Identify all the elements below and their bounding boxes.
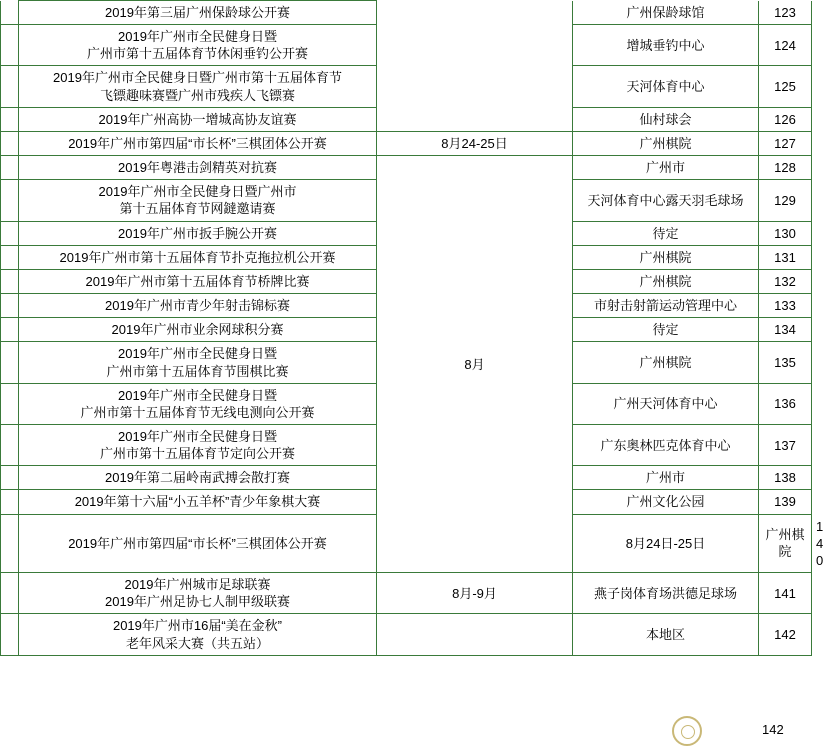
event-place: 本地区	[573, 614, 759, 655]
event-date: 8月	[377, 156, 573, 573]
event-number: 141	[759, 573, 812, 614]
row-gutter	[1, 131, 19, 155]
row-gutter	[1, 342, 19, 383]
event-place: 广州市	[573, 156, 759, 180]
event-number: 125	[759, 66, 812, 107]
table-row	[1, 573, 812, 614]
row-gutter	[1, 66, 19, 107]
row-gutter	[1, 614, 19, 655]
red-seal-stamp	[672, 716, 702, 746]
event-number: 126	[759, 107, 812, 131]
event-name: 2019年广州高协一增城高协友谊赛	[19, 107, 377, 131]
table-row: 2019年广州市第四届“市长杯”三棋团体公开赛 8月24日-25日 广州棋院 140	[1, 514, 812, 572]
event-number: 123	[759, 1, 812, 25]
row-gutter	[1, 245, 19, 269]
event-name: 2019年第二届岭南武搏会散打赛	[19, 466, 377, 490]
row-gutter	[1, 180, 19, 221]
event-place: 待定	[573, 318, 759, 342]
event-place: 广州市	[573, 466, 759, 490]
event-number: 127	[759, 131, 812, 155]
event-place: 广州棋院	[573, 131, 759, 155]
event-number: 131	[759, 245, 812, 269]
event-number: 138	[759, 466, 812, 490]
row-gutter	[1, 514, 19, 572]
row-gutter	[1, 383, 19, 424]
row-gutter	[1, 1, 19, 25]
event-number: 130	[759, 221, 812, 245]
event-place: 天河体育中心露天羽毛球场	[573, 180, 759, 221]
event-name: 2019年广州市第十五届体育节扑克拖拉机公开赛	[19, 245, 377, 269]
event-place: 广州保龄球馆	[573, 1, 759, 25]
event-name: 2019年广州市第十五届体育节桥牌比赛	[19, 269, 377, 293]
event-place: 广州文化公园	[573, 490, 759, 514]
event-name: 2019年广州市全民健身日暨广州市第十五届体育节 飞镖趣味赛暨广州市残疾人飞镖赛	[19, 66, 377, 107]
row-gutter	[1, 573, 19, 614]
event-date: 8月-9月	[377, 573, 573, 614]
table-row	[1, 131, 812, 155]
event-name: 2019年广州市第四届“市长杯”三棋团体公开赛	[19, 131, 377, 155]
event-number: 139	[759, 490, 812, 514]
event-place: 增城垂钓中心	[573, 25, 759, 66]
event-place: 广州棋院	[573, 269, 759, 293]
event-place: 广州棋院	[759, 514, 812, 572]
row-gutter	[1, 424, 19, 465]
event-number: 132	[759, 269, 812, 293]
row-gutter	[1, 269, 19, 293]
event-name: 2019年广州市全民健身日暨 广州市第十五届体育节围棋比赛	[19, 342, 377, 383]
row-gutter	[1, 156, 19, 180]
event-number: 136	[759, 383, 812, 424]
event-name: 2019年第三届广州保龄球公开赛	[19, 1, 377, 25]
table-row	[1, 614, 812, 655]
page-number: 142	[762, 722, 784, 737]
row-gutter	[1, 294, 19, 318]
event-name: 2019年粤港击剑精英对抗赛	[19, 156, 377, 180]
event-number: 142	[759, 614, 812, 655]
table-row	[1, 1, 812, 25]
event-place: 市射击射箭运动管理中心	[573, 294, 759, 318]
event-name: 2019年广州市第四届“市长杯”三棋团体公开赛	[19, 514, 377, 572]
event-place: 广州棋院	[573, 342, 759, 383]
event-number: 135	[759, 342, 812, 383]
event-date: 8月24-25日	[377, 131, 573, 155]
event-name: 2019年广州市扳手腕公开赛	[19, 221, 377, 245]
event-place: 仙村球会	[573, 107, 759, 131]
event-place: 天河体育中心	[573, 66, 759, 107]
event-date: 8月24日-25日	[573, 514, 759, 572]
event-name: 2019年广州市全民健身日暨 广州市第十五届体育节无线电测向公开赛	[19, 383, 377, 424]
table-row	[1, 156, 812, 180]
event-name: 2019年广州市全民健身日暨广州市 第十五届体育节网鐽邀请赛	[19, 180, 377, 221]
event-number: 133	[759, 294, 812, 318]
row-gutter	[1, 107, 19, 131]
row-gutter	[1, 318, 19, 342]
event-name: 2019年广州市16届“美在金秋” 老年风采大赛（共五站）	[19, 614, 377, 655]
event-name: 2019年广州市青少年射击锦标赛	[19, 294, 377, 318]
event-number: 137	[759, 424, 812, 465]
event-place: 广东奥林匹克体育中心	[573, 424, 759, 465]
event-number: 128	[759, 156, 812, 180]
event-name: 2019年广州城市足球联赛 2019年广州足协七人制甲级联赛	[19, 573, 377, 614]
event-number: 134	[759, 318, 812, 342]
event-place: 广州天河体育中心	[573, 383, 759, 424]
event-name: 2019年广州市全民健身日暨 广州市第十五届体育节休闲垂钓公开赛	[19, 25, 377, 66]
event-date	[377, 1, 573, 132]
schedule-table-body	[1, 1, 823, 656]
row-gutter	[1, 490, 19, 514]
event-date	[377, 614, 573, 655]
event-name: 2019年广州市全民健身日暨 广州市第十五届体育节定向公开赛	[19, 424, 377, 465]
event-place: 燕子岗体育场洪德足球场	[573, 573, 759, 614]
row-gutter	[1, 25, 19, 66]
event-name: 2019年第十六届“小五羊杯”青少年象棋大赛	[19, 490, 377, 514]
event-number: 129	[759, 180, 812, 221]
row-gutter	[1, 466, 19, 490]
event-place: 待定	[573, 221, 759, 245]
event-number: 124	[759, 25, 812, 66]
event-name: 2019年广州市业余网球积分赛	[19, 318, 377, 342]
row-gutter	[1, 221, 19, 245]
event-place: 广州棋院	[573, 245, 759, 269]
